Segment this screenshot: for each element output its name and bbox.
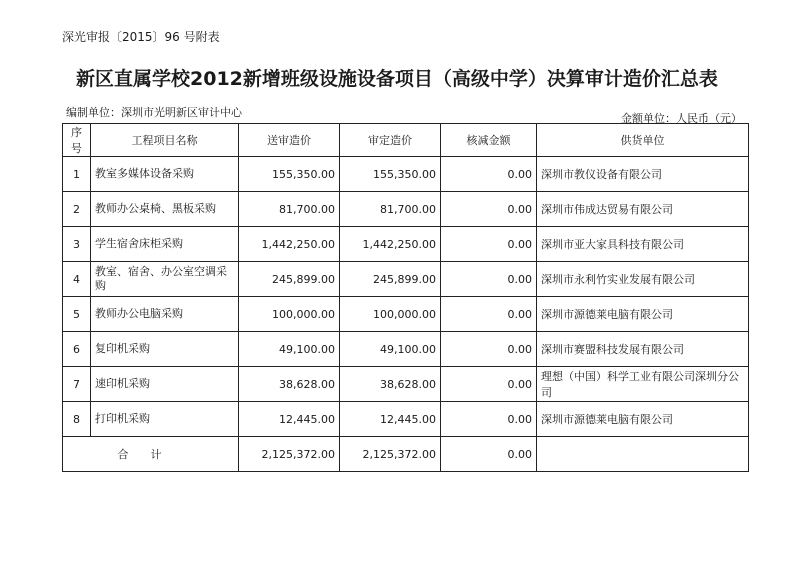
- submitted-cost: 49,100.00: [239, 332, 340, 367]
- supplier-name: 深圳市亚大家具科技有限公司: [537, 227, 749, 262]
- total-approved-cost: 2,125,372.00: [340, 437, 441, 472]
- supplier-name: 深圳市永利竹实业发展有限公司: [537, 262, 749, 297]
- supplier-name: 深圳市赛盟科技发展有限公司: [537, 332, 749, 367]
- submitted-cost: 245,899.00: [239, 262, 340, 297]
- approved-cost: 1,442,250.00: [340, 227, 441, 262]
- total-label: 合计: [63, 437, 239, 472]
- table-row: [63, 297, 749, 332]
- submitted-cost: 12,445.00: [239, 402, 340, 437]
- document-reference: 深光审报〔2015〕96 号附表: [62, 30, 220, 44]
- approved-cost: 49,100.00: [340, 332, 441, 367]
- column-header-project-name: 工程项目名称: [91, 124, 239, 157]
- submitted-cost: 1,442,250.00: [239, 227, 340, 262]
- project-name: 教室多媒体设备采购: [91, 157, 239, 192]
- approved-cost: 38,628.00: [340, 367, 441, 402]
- column-header-reduction: 核减金额: [441, 124, 537, 157]
- project-name: 教室、宿舍、办公室空调采购: [91, 262, 239, 297]
- row-number: 7: [63, 367, 91, 402]
- project-name: 速印机采购: [91, 367, 239, 402]
- column-header-supplier: 供货单位: [537, 124, 749, 157]
- table-header-row: [63, 124, 749, 157]
- supplier-name: 深圳市伟成达贸易有限公司: [537, 192, 749, 227]
- supplier-name: 深圳市源德莱电脑有限公司: [537, 402, 749, 437]
- total-row: [63, 437, 749, 472]
- currency-unit: 金额单位：人民币（元）: [621, 112, 742, 125]
- submitted-cost: 155,350.00: [239, 157, 340, 192]
- approved-cost: 155,350.00: [340, 157, 441, 192]
- column-header-approved-cost: 审定造价: [340, 124, 441, 157]
- approved-cost: 245,899.00: [340, 262, 441, 297]
- table-row: [63, 332, 749, 367]
- project-name: 学生宿舍床柜采购: [91, 227, 239, 262]
- document-title: 新区直属学校2012新增班级设施设备项目（高级中学）决算审计造价汇总表: [76, 68, 718, 90]
- table-row: [63, 262, 749, 297]
- reduction-amount: 0.00: [441, 227, 537, 262]
- reduction-amount: 0.00: [441, 297, 537, 332]
- reduction-amount: 0.00: [441, 402, 537, 437]
- audit-summary-table: [62, 123, 749, 472]
- row-number: 1: [63, 157, 91, 192]
- row-number: 6: [63, 332, 91, 367]
- reduction-amount: 0.00: [441, 367, 537, 402]
- row-number: 4: [63, 262, 91, 297]
- row-number: 8: [63, 402, 91, 437]
- submitted-cost: 81,700.00: [239, 192, 340, 227]
- total-reduction-amount: 0.00: [441, 437, 537, 472]
- column-header-no: 序号: [63, 124, 91, 157]
- supplier-name: 深圳市教仪设备有限公司: [537, 157, 749, 192]
- column-header-submitted-cost: 送审造价: [239, 124, 340, 157]
- table-row: [63, 192, 749, 227]
- project-name: 教师办公桌椅、黑板采购: [91, 192, 239, 227]
- total-submitted-cost: 2,125,372.00: [239, 437, 340, 472]
- table-row: [63, 367, 749, 402]
- reduction-amount: 0.00: [441, 262, 537, 297]
- table-row: [63, 157, 749, 192]
- table-row: [63, 227, 749, 262]
- total-supplier: [537, 437, 749, 472]
- supplier-name: 理想（中国）科学工业有限公司深圳分公司: [537, 367, 749, 402]
- project-name: 复印机采购: [91, 332, 239, 367]
- approved-cost: 12,445.00: [340, 402, 441, 437]
- project-name: 打印机采购: [91, 402, 239, 437]
- submitted-cost: 100,000.00: [239, 297, 340, 332]
- submitted-cost: 38,628.00: [239, 367, 340, 402]
- table-row: [63, 402, 749, 437]
- reduction-amount: 0.00: [441, 332, 537, 367]
- supplier-name: 深圳市源德莱电脑有限公司: [537, 297, 749, 332]
- row-number: 2: [63, 192, 91, 227]
- row-number: 3: [63, 227, 91, 262]
- approved-cost: 100,000.00: [340, 297, 441, 332]
- compiling-unit: 编制单位：深圳市光明新区审计中心: [66, 106, 242, 119]
- approved-cost: 81,700.00: [340, 192, 441, 227]
- reduction-amount: 0.00: [441, 157, 537, 192]
- row-number: 5: [63, 297, 91, 332]
- project-name: 教师办公电脑采购: [91, 297, 239, 332]
- reduction-amount: 0.00: [441, 192, 537, 227]
